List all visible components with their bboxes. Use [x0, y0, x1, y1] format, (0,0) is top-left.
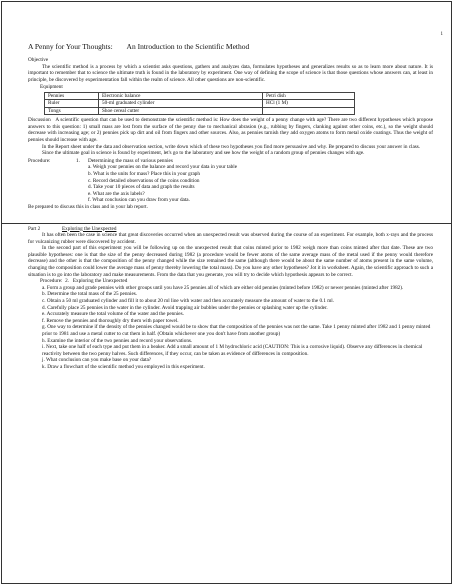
- procedure-2-step: [28, 357, 433, 364]
- procedure-main: [76, 158, 433, 165]
- equipment-cell: 50-ml graduated cylinder: [99, 100, 263, 107]
- procedure-step: f. What conclusion can you draw from your data.: [88, 197, 190, 204]
- procedure-step: a. Weigh your pennies on the balance and record your data in your table: [88, 164, 238, 171]
- equipment-cell: HCl (1 M): [263, 100, 355, 107]
- part2-label: Part 2: [28, 225, 41, 232]
- equipment-cell: Petri dish: [263, 92, 355, 99]
- page-title: [28, 42, 433, 51]
- procedure-label: Procedure:: [28, 157, 51, 164]
- discussion-label: Discussion: [28, 117, 51, 124]
- subtitle-text: An Introduction to the Scientific Method: [126, 42, 250, 51]
- equipment-cell: [263, 107, 355, 114]
- part2-paragraph-1: It has often been the case in science that great discoveries occurred when an unexpected result was observed during the course of an experiment. For example, both x-rays and the process for vulcanizing rubber were discovered by accident.: [28, 232, 433, 245]
- procedure-2-title: Exploring the Unexpected: [72, 278, 128, 285]
- step-text: h. Examine the interior of the two pennies and record your observations.: [42, 337, 193, 344]
- procedure-main-text: Determining the mass of various pennies: [88, 157, 173, 164]
- equipment-cell: Shoe cereal cutter: [99, 107, 263, 114]
- procedure-step: e. What are the axis labels?: [88, 190, 145, 197]
- equipment-table: [44, 92, 355, 115]
- equipment-row: [45, 92, 355, 99]
- document-page: [1, 1, 452, 584]
- part2-paragraph-2: In the second part of this experiment you will be following up on the unexpected result that coins minted prior to 1982 weigh more than coins minted after that date. These are two plausible hypotheses: one is that the size of the penny decreased during 1982 (a procedure would be fewer atoms of the same average mass of the metal used if the penny would therefore decrease) and the other is that the composition of the penny changed while the size remained the same (although there would be about the same number of atoms present in the same volume, changing the composition could lower the average mass of penny thereby lowering the total mass). Do you have any other hypotheses? Jot it in worksheet. Again, the scientific approach to such a situation is to go into the laboratory and make measurements. From the data that you generate, you will try to decide which hypothesis appears to be correct.: [28, 245, 433, 278]
- procedure-1: [28, 158, 433, 204]
- document-content: [28, 42, 433, 371]
- procedure-2-step: [28, 311, 433, 318]
- procedure-2-step: [28, 364, 433, 371]
- procedure-2-step: [28, 324, 433, 337]
- step-text: j. What conclusion can you make base on your data?: [42, 357, 152, 364]
- objective-heading: Objective: [28, 57, 49, 63]
- equipment-row: [45, 107, 355, 114]
- procedure-2-number: 2.: [65, 278, 69, 285]
- step-text: a. Form a group and grade pennies with other groups until you have 25 pennies all of which are either old pennies (minted before 1982) or newer pennies (minted after 1982).: [42, 284, 404, 291]
- equipment-cell: Pennies: [45, 92, 99, 99]
- equipment-row: [45, 100, 355, 107]
- step-text: e. Accurately measure the total volume of the water and the pennies.: [42, 311, 184, 318]
- procedure-2-step: [28, 298, 433, 305]
- procedure-number: 1.: [76, 157, 80, 164]
- discussion-text: A scientific question that can be used to demonstrate the scientific method is: How does the weight of a penny change with age? There are two different hypotheses which propose answers to this question: 1) small mass are lost from the surface of the penny due to mechanical abrasion (e.g., rubbing by fingers, clanking against other coins, etc.), so the weight should decrease with increasing age; or 2) pennies pick up dirt and oil from fingers and other sources. Also, as pennies tarnish they add oxygen atoms to form metal oxide coatings. Thus the weight of pennies should increase with age.: [28, 117, 433, 143]
- equipment-label: Equipment: [40, 84, 63, 91]
- procedure-2-label: Procedure:: [40, 278, 63, 285]
- step-text: k. Draw a flowchart of the scientific method you employed in this experiment.: [42, 363, 205, 370]
- step-text: b. Determine the total mass of the 25 pennies.: [42, 291, 138, 298]
- section-divider: [2, 223, 452, 224]
- step-text: i. Next, take one half of each type and put them in a beaker. Add a small amount of 1 M hydrochloric acid (CAUTION: This is a corrosive liquid). Observe any differences in chemical reactivity between the two penny halves. Such differences, if they occur, can be taken as evidence of differences in composition.: [42, 344, 423, 357]
- equipment-cell: Electronic balance: [99, 92, 263, 99]
- procedure-step: b. What is the units for mass? Place this in your graph: [88, 170, 200, 177]
- discussion-paragraph: [28, 117, 433, 143]
- report-paragraph: In the Report sheet under the data and observation section, write down which of these two hypotheses you find more persuasive and why. Be prepared to discuss your answer in class.: [42, 143, 421, 150]
- title-text: A Penny for Your Thoughts:: [28, 42, 113, 51]
- equipment-cell: Ruler: [45, 100, 99, 107]
- equipment-cell: Tongs: [45, 107, 99, 114]
- procedure-2-heading: [28, 278, 433, 285]
- part2-title: Exploring the Unexpected: [62, 225, 117, 232]
- prepared-line: Be prepared to discuss this in class and in your lab report.: [28, 203, 148, 210]
- procedure-step: c. Record detailed observations of the coins condition: [88, 177, 200, 184]
- step-text: g. One way to determine if the density of the pennies changed would be to show that the composition of the pennies was not the same. Take 1 penny minted after 1982 and 1 penny minted prior to 1981 and use a metal cutter to cut them in half. (Obtain whichever one you don't have from another group): [42, 324, 431, 337]
- step-text: d. Carefully place 25 pennies in the water in the cylinder. Avoid trapping air bubbles under the pennies or splashing water up the cylinder.: [42, 304, 328, 311]
- procedure-step: d. Take your 10 pieces of data and graph the results: [88, 184, 195, 191]
- step-text: c. Obtain a 50 ml graduated cylinder and fill it to about 20 ml line with water and then accurately measure the amount of water to the 0.1 ml.: [42, 298, 334, 305]
- objective-paragraph: The scientific method is a process by which a scientist asks questions, gathers and analyzes data, formulates hypotheses and generalizes results so as to learn more about nature. It is important to remember that to science the ultimate truth is found in the laboratory by experiment. One way of defining the scope of science is that those questions whose answers can, at least in principle, be discovered by experimentation fall within the realm of science. All other questions are non-scientific.: [28, 63, 433, 83]
- step-text: f. Remove the pennies and thoroughly dry them with paper towel.: [42, 317, 179, 324]
- page-number: 1: [440, 32, 443, 37]
- procedure-body: [76, 158, 433, 204]
- procedure-2-step: [28, 344, 433, 357]
- ultimate-paragraph: Since the ultimate goal in science is found by experiment, let's go to the laboratory and see how the weight of a random group of pennies changes with age.: [42, 150, 365, 157]
